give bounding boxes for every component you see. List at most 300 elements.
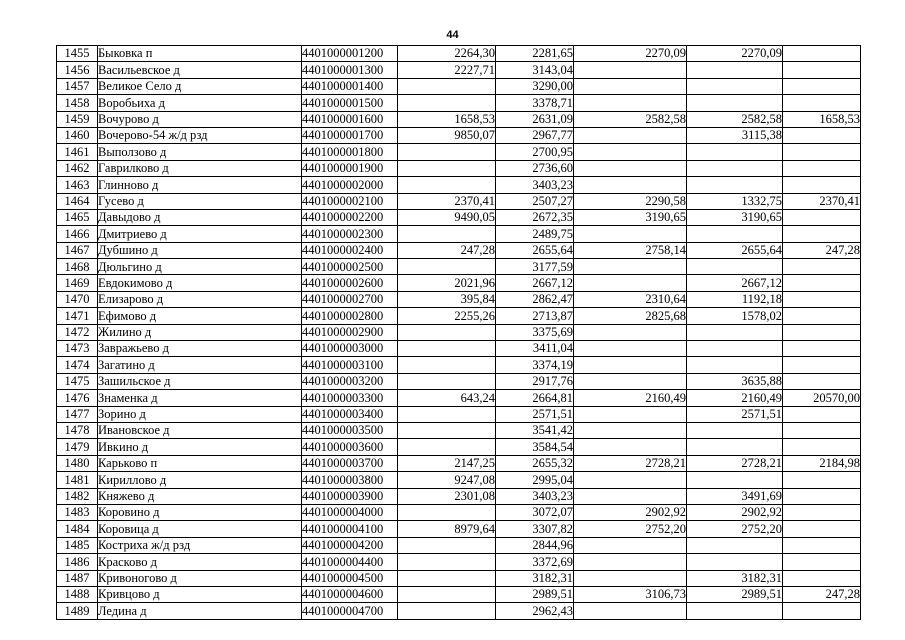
value-5-cell <box>783 422 861 438</box>
table-row <box>57 78 861 94</box>
settlement-name-cell: Глинново д <box>98 177 302 193</box>
table-row <box>57 521 861 537</box>
settlement-code-cell: 4401000001400 <box>302 78 398 94</box>
settlement-code-cell: 4401000003700 <box>302 455 398 471</box>
settlement-code-cell: 4401000004100 <box>302 521 398 537</box>
value-1-cell <box>398 406 496 422</box>
row-number-cell: 1473 <box>57 341 98 357</box>
settlement-name-cell: Знаменка д <box>98 390 302 406</box>
value-1-cell <box>398 603 496 619</box>
value-3-cell <box>574 488 687 504</box>
value-4-cell <box>687 259 783 275</box>
value-3-cell <box>574 406 687 422</box>
value-5-cell <box>783 554 861 570</box>
value-2-cell: 3072,07 <box>496 504 574 520</box>
table-row <box>57 259 861 275</box>
table-row <box>57 439 861 455</box>
value-5-cell <box>783 373 861 389</box>
row-number-cell: 1476 <box>57 390 98 406</box>
value-3-cell <box>574 259 687 275</box>
value-3-cell: 3190,65 <box>574 209 687 225</box>
value-1-cell: 2370,41 <box>398 193 496 209</box>
settlement-code-cell: 4401000001900 <box>302 160 398 176</box>
settlement-code-cell: 4401000001500 <box>302 95 398 111</box>
settlement-name-cell: Загатино д <box>98 357 302 373</box>
settlement-name-cell: Жилино д <box>98 324 302 340</box>
settlement-code-cell: 4401000001200 <box>302 46 398 62</box>
table-row <box>57 373 861 389</box>
value-4-cell: 1578,02 <box>687 308 783 324</box>
table-row <box>57 488 861 504</box>
value-5-cell <box>783 357 861 373</box>
value-2-cell: 3403,23 <box>496 488 574 504</box>
value-5-cell <box>783 78 861 94</box>
value-2-cell: 2700,95 <box>496 144 574 160</box>
value-4-cell <box>687 439 783 455</box>
value-1-cell <box>398 586 496 602</box>
settlement-code-cell: 4401000003200 <box>302 373 398 389</box>
value-1-cell <box>398 554 496 570</box>
settlement-name-cell: Гусево д <box>98 193 302 209</box>
value-3-cell <box>574 422 687 438</box>
value-2-cell: 2281,65 <box>496 46 574 62</box>
settlement-code-cell: 4401000003800 <box>302 472 398 488</box>
value-5-cell <box>783 472 861 488</box>
value-5-cell <box>783 570 861 586</box>
value-4-cell: 3115,38 <box>687 127 783 143</box>
value-1-cell <box>398 95 496 111</box>
value-3-cell: 2582,58 <box>574 111 687 127</box>
value-2-cell: 3584,54 <box>496 439 574 455</box>
value-4-cell: 3182,31 <box>687 570 783 586</box>
table-row <box>57 62 861 78</box>
value-4-cell <box>687 422 783 438</box>
value-4-cell: 1192,18 <box>687 291 783 307</box>
value-1-cell <box>398 439 496 455</box>
value-3-cell <box>574 439 687 455</box>
settlement-name-cell: Выползово д <box>98 144 302 160</box>
value-5-cell <box>783 488 861 504</box>
value-3-cell <box>574 226 687 242</box>
value-1-cell <box>398 226 496 242</box>
settlement-name-cell: Коровица д <box>98 521 302 537</box>
value-3-cell: 3106,73 <box>574 586 687 602</box>
row-number-cell: 1463 <box>57 177 98 193</box>
settlement-name-cell: Ивкино д <box>98 439 302 455</box>
value-5-cell <box>783 144 861 160</box>
row-number-cell: 1477 <box>57 406 98 422</box>
value-2-cell: 2862,47 <box>496 291 574 307</box>
row-number-cell: 1488 <box>57 586 98 602</box>
page-number: 44 <box>446 29 459 41</box>
settlement-name-cell: Великое Село д <box>98 78 302 94</box>
value-1-cell: 2021,96 <box>398 275 496 291</box>
settlement-name-cell: Коровино д <box>98 504 302 520</box>
value-4-cell: 2667,12 <box>687 275 783 291</box>
value-5-cell <box>783 439 861 455</box>
row-number-cell: 1466 <box>57 226 98 242</box>
table-row <box>57 390 861 406</box>
value-2-cell: 2667,12 <box>496 275 574 291</box>
row-number-cell: 1487 <box>57 570 98 586</box>
settlement-code-cell: 4401000001800 <box>302 144 398 160</box>
value-2-cell: 2489,75 <box>496 226 574 242</box>
table-row <box>57 537 861 553</box>
row-number-cell: 1481 <box>57 472 98 488</box>
value-3-cell: 2160,49 <box>574 390 687 406</box>
table-row <box>57 177 861 193</box>
value-5-cell <box>783 209 861 225</box>
value-1-cell <box>398 160 496 176</box>
value-4-cell <box>687 78 783 94</box>
value-1-cell: 8979,64 <box>398 521 496 537</box>
value-4-cell <box>687 95 783 111</box>
value-2-cell: 2507,27 <box>496 193 574 209</box>
row-number-cell: 1485 <box>57 537 98 553</box>
row-number-cell: 1467 <box>57 242 98 258</box>
settlement-code-cell: 4401000003600 <box>302 439 398 455</box>
table-row <box>57 341 861 357</box>
value-2-cell: 2989,51 <box>496 586 574 602</box>
value-2-cell: 3374,19 <box>496 357 574 373</box>
settlement-code-cell: 4401000004400 <box>302 554 398 570</box>
value-5-cell <box>783 504 861 520</box>
value-3-cell: 2902,92 <box>574 504 687 520</box>
value-3-cell <box>574 554 687 570</box>
value-5-cell <box>783 308 861 324</box>
value-2-cell: 2917,76 <box>496 373 574 389</box>
settlement-code-cell: 4401000002000 <box>302 177 398 193</box>
value-5-cell <box>783 160 861 176</box>
row-number-cell: 1480 <box>57 455 98 471</box>
value-5-cell: 247,28 <box>783 242 861 258</box>
table-row <box>57 275 861 291</box>
row-number-cell: 1484 <box>57 521 98 537</box>
table-row <box>57 406 861 422</box>
value-2-cell: 3411,04 <box>496 341 574 357</box>
value-4-cell: 2989,51 <box>687 586 783 602</box>
value-3-cell: 2290,58 <box>574 193 687 209</box>
settlement-code-cell: 4401000001600 <box>302 111 398 127</box>
settlement-name-cell: Давыдово д <box>98 209 302 225</box>
settlement-code-cell: 4401000003500 <box>302 422 398 438</box>
value-3-cell <box>574 373 687 389</box>
settlement-name-cell: Быковка п <box>98 46 302 62</box>
value-1-cell <box>398 259 496 275</box>
settlement-code-cell: 4401000002500 <box>302 259 398 275</box>
row-number-cell: 1458 <box>57 95 98 111</box>
settlement-name-cell: Дюльгино д <box>98 259 302 275</box>
table-row <box>57 324 861 340</box>
row-number-cell: 1482 <box>57 488 98 504</box>
table-row <box>57 111 861 127</box>
value-4-cell <box>687 537 783 553</box>
value-3-cell: 2310,64 <box>574 291 687 307</box>
value-4-cell <box>687 603 783 619</box>
value-2-cell: 2655,64 <box>496 242 574 258</box>
value-1-cell: 2301,08 <box>398 488 496 504</box>
settlement-name-cell: Евдокимово д <box>98 275 302 291</box>
value-1-cell <box>398 341 496 357</box>
row-number-cell: 1456 <box>57 62 98 78</box>
table-row <box>57 554 861 570</box>
value-4-cell: 2582,58 <box>687 111 783 127</box>
value-3-cell: 2752,20 <box>574 521 687 537</box>
value-4-cell: 2752,20 <box>687 521 783 537</box>
table-row <box>57 291 861 307</box>
value-1-cell <box>398 144 496 160</box>
value-2-cell: 2844,96 <box>496 537 574 553</box>
value-2-cell: 3307,82 <box>496 521 574 537</box>
value-3-cell <box>574 357 687 373</box>
settlement-code-cell: 4401000004200 <box>302 537 398 553</box>
value-3-cell <box>574 78 687 94</box>
settlement-name-cell: Кривоногово д <box>98 570 302 586</box>
settlement-code-cell: 4401000002700 <box>302 291 398 307</box>
settlement-code-cell: 4401000001300 <box>302 62 398 78</box>
value-5-cell <box>783 275 861 291</box>
value-1-cell <box>398 357 496 373</box>
value-2-cell: 3182,31 <box>496 570 574 586</box>
settlement-name-cell: Завражьево д <box>98 341 302 357</box>
row-number-cell: 1472 <box>57 324 98 340</box>
value-4-cell: 2571,51 <box>687 406 783 422</box>
settlement-name-cell: Зашильское д <box>98 373 302 389</box>
table-row <box>57 472 861 488</box>
value-1-cell <box>398 537 496 553</box>
settlement-name-cell: Ивановское д <box>98 422 302 438</box>
value-2-cell: 3378,71 <box>496 95 574 111</box>
value-5-cell: 247,28 <box>783 586 861 602</box>
value-4-cell: 2270,09 <box>687 46 783 62</box>
settlement-code-cell: 4401000004000 <box>302 504 398 520</box>
value-5-cell <box>783 259 861 275</box>
settlement-name-cell: Кириллово д <box>98 472 302 488</box>
value-2-cell: 2631,09 <box>496 111 574 127</box>
row-number-cell: 1457 <box>57 78 98 94</box>
settlement-code-cell: 4401000002900 <box>302 324 398 340</box>
table-row <box>57 308 861 324</box>
value-1-cell: 2255,26 <box>398 308 496 324</box>
settlement-name-cell: Костриха ж/д рзд <box>98 537 302 553</box>
settlement-name-cell: Карьково п <box>98 455 302 471</box>
value-5-cell <box>783 521 861 537</box>
value-5-cell <box>783 95 861 111</box>
value-3-cell <box>574 160 687 176</box>
settlement-name-cell: Вочурово д <box>98 111 302 127</box>
settlement-code-cell: 4401000004700 <box>302 603 398 619</box>
row-number-cell: 1459 <box>57 111 98 127</box>
settlement-name-cell: Зорино д <box>98 406 302 422</box>
value-2-cell: 3177,59 <box>496 259 574 275</box>
row-number-cell: 1471 <box>57 308 98 324</box>
table-row <box>57 160 861 176</box>
value-1-cell <box>398 504 496 520</box>
settlement-name-cell: Красково д <box>98 554 302 570</box>
value-3-cell <box>574 144 687 160</box>
value-3-cell <box>574 275 687 291</box>
value-4-cell: 2728,21 <box>687 455 783 471</box>
value-2-cell: 2995,04 <box>496 472 574 488</box>
value-3-cell <box>574 472 687 488</box>
value-2-cell: 2571,51 <box>496 406 574 422</box>
value-2-cell: 3375,69 <box>496 324 574 340</box>
value-3-cell: 2270,09 <box>574 46 687 62</box>
value-1-cell: 9247,08 <box>398 472 496 488</box>
value-2-cell: 2664,81 <box>496 390 574 406</box>
table-row <box>57 422 861 438</box>
row-number-cell: 1468 <box>57 259 98 275</box>
value-2-cell: 2655,32 <box>496 455 574 471</box>
settlement-name-cell: Вочерово-54 ж/д рзд <box>98 127 302 143</box>
settlement-name-cell: Васильевское д <box>98 62 302 78</box>
value-5-cell <box>783 177 861 193</box>
value-4-cell: 3491,69 <box>687 488 783 504</box>
value-2-cell: 3541,42 <box>496 422 574 438</box>
value-3-cell <box>574 603 687 619</box>
value-5-cell <box>783 537 861 553</box>
value-1-cell <box>398 324 496 340</box>
table-row <box>57 586 861 602</box>
settlement-code-cell: 4401000002100 <box>302 193 398 209</box>
row-number-cell: 1461 <box>57 144 98 160</box>
table-row <box>57 209 861 225</box>
table-row <box>57 357 861 373</box>
settlement-name-cell: Княжево д <box>98 488 302 504</box>
row-number-cell: 1469 <box>57 275 98 291</box>
value-4-cell: 1332,75 <box>687 193 783 209</box>
settlement-code-cell: 4401000002400 <box>302 242 398 258</box>
value-5-cell <box>783 226 861 242</box>
row-number-cell: 1462 <box>57 160 98 176</box>
table-row <box>57 95 861 111</box>
value-1-cell: 1658,53 <box>398 111 496 127</box>
table-row <box>57 127 861 143</box>
settlement-name-cell: Кривцово д <box>98 586 302 602</box>
row-number-cell: 1455 <box>57 46 98 62</box>
value-3-cell: 2825,68 <box>574 308 687 324</box>
row-number-cell: 1460 <box>57 127 98 143</box>
value-5-cell: 1658,53 <box>783 111 861 127</box>
row-number-cell: 1486 <box>57 554 98 570</box>
value-4-cell <box>687 324 783 340</box>
table-row <box>57 504 861 520</box>
value-2-cell: 2736,60 <box>496 160 574 176</box>
table-body <box>57 46 861 620</box>
settlement-name-cell: Гаврилково д <box>98 160 302 176</box>
row-number-cell: 1465 <box>57 209 98 225</box>
value-5-cell <box>783 341 861 357</box>
row-number-cell: 1483 <box>57 504 98 520</box>
value-1-cell <box>398 570 496 586</box>
table-row <box>57 455 861 471</box>
value-5-cell <box>783 127 861 143</box>
value-1-cell: 2227,71 <box>398 62 496 78</box>
value-2-cell: 3290,00 <box>496 78 574 94</box>
value-4-cell: 2655,64 <box>687 242 783 258</box>
value-1-cell: 9850,07 <box>398 127 496 143</box>
value-1-cell: 395,84 <box>398 291 496 307</box>
row-number-cell: 1474 <box>57 357 98 373</box>
value-4-cell <box>687 341 783 357</box>
value-1-cell: 2147,25 <box>398 455 496 471</box>
settlement-code-cell: 4401000002800 <box>302 308 398 324</box>
settlement-code-cell: 4401000003900 <box>302 488 398 504</box>
settlement-table <box>56 45 861 620</box>
table-row <box>57 226 861 242</box>
settlement-code-cell: 4401000002200 <box>302 209 398 225</box>
value-3-cell <box>574 341 687 357</box>
table-row <box>57 603 861 619</box>
settlement-code-cell: 4401000003400 <box>302 406 398 422</box>
settlement-code-cell: 4401000004600 <box>302 586 398 602</box>
value-4-cell <box>687 160 783 176</box>
value-4-cell: 3635,88 <box>687 373 783 389</box>
value-1-cell: 247,28 <box>398 242 496 258</box>
value-4-cell <box>687 554 783 570</box>
settlement-code-cell: 4401000001700 <box>302 127 398 143</box>
value-1-cell: 643,24 <box>398 390 496 406</box>
value-4-cell <box>687 226 783 242</box>
settlement-name-cell: Ледина д <box>98 603 302 619</box>
value-1-cell <box>398 373 496 389</box>
value-2-cell: 2967,77 <box>496 127 574 143</box>
settlement-code-cell: 4401000003100 <box>302 357 398 373</box>
value-1-cell: 2264,30 <box>398 46 496 62</box>
value-5-cell <box>783 406 861 422</box>
value-1-cell: 9490,05 <box>398 209 496 225</box>
value-2-cell: 2672,35 <box>496 209 574 225</box>
value-5-cell <box>783 291 861 307</box>
value-1-cell <box>398 78 496 94</box>
value-5-cell <box>783 46 861 62</box>
value-3-cell: 2758,14 <box>574 242 687 258</box>
value-3-cell <box>574 95 687 111</box>
value-4-cell: 2902,92 <box>687 504 783 520</box>
value-5-cell <box>783 603 861 619</box>
settlement-name-cell: Воробьиха д <box>98 95 302 111</box>
row-number-cell: 1479 <box>57 439 98 455</box>
settlement-name-cell: Дмитриево д <box>98 226 302 242</box>
settlement-code-cell: 4401000003300 <box>302 390 398 406</box>
row-number-cell: 1470 <box>57 291 98 307</box>
settlement-name-cell: Ефимово д <box>98 308 302 324</box>
table-row <box>57 570 861 586</box>
value-4-cell: 3190,65 <box>687 209 783 225</box>
value-4-cell <box>687 357 783 373</box>
row-number-cell: 1464 <box>57 193 98 209</box>
settlement-code-cell: 4401000004500 <box>302 570 398 586</box>
value-5-cell <box>783 62 861 78</box>
value-3-cell: 2728,21 <box>574 455 687 471</box>
settlement-code-cell: 4401000002600 <box>302 275 398 291</box>
value-1-cell <box>398 422 496 438</box>
value-3-cell <box>574 537 687 553</box>
settlement-name-cell: Елизарово д <box>98 291 302 307</box>
settlement-code-cell: 4401000003000 <box>302 341 398 357</box>
table-row <box>57 144 861 160</box>
value-3-cell <box>574 570 687 586</box>
table-row <box>57 242 861 258</box>
row-number-cell: 1475 <box>57 373 98 389</box>
table-row <box>57 46 861 62</box>
value-5-cell: 2184,98 <box>783 455 861 471</box>
value-2-cell: 3372,69 <box>496 554 574 570</box>
value-2-cell: 3403,23 <box>496 177 574 193</box>
value-4-cell <box>687 62 783 78</box>
settlement-name-cell: Дубшино д <box>98 242 302 258</box>
value-2-cell: 2713,87 <box>496 308 574 324</box>
